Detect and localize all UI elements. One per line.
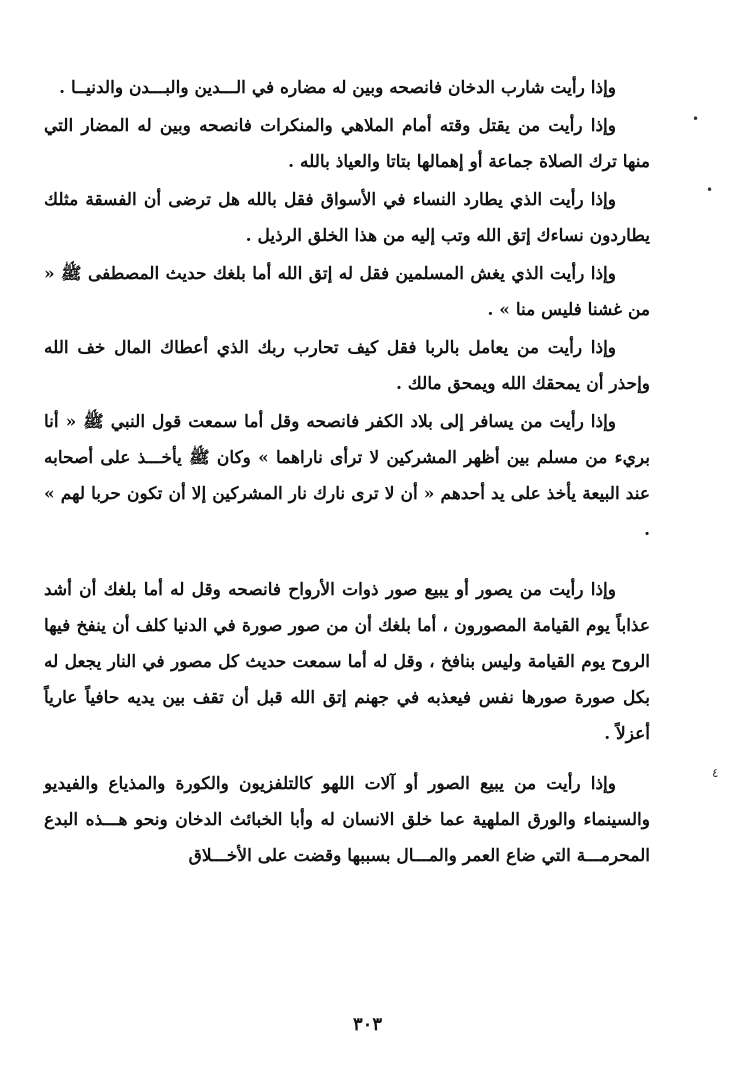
- paragraph-entertainment: وإذا رأيت من يقتل وقته أمام الملاهي والمنكرات فانصحه وبين له المضار التي منها ترك الصلاة جماعة أو إهمالها بتاتا والعياذ بالله .: [44, 116, 650, 172]
- paragraph-smoker: وإذا رأيت شارب الدخان فانصحه وبين له مضاره في الـــدين والبـــدن والدنيــا .: [59, 78, 616, 98]
- page-number: ٣٠٣: [352, 1014, 382, 1035]
- paragraph-usury: وإذا رأيت من يعامل بالربا فقل كيف تحارب ربك الذي أعطاك المال خف الله وإحذر أن يمحقك الله ويمحق مالك .: [44, 338, 650, 394]
- paragraph-entertainment-devices: وإذا رأيت من يبيع الصور أو آلات اللهو كالتلفزيون والكورة والمذياع والفيديو والسينماء والورق الملهية عما خلق الانسان له وأبا الخبائث الدخان ونحو هـــذه البدع المحرمـــة التي ضاع العمر والمـــال بسببها وقضت على الأخـــلاق: [44, 774, 650, 866]
- paragraph-travel: وإذا رأيت من يسافر إلى بلاد الكفر فانصحه وقل أما سمعت قول النبي ﷺ « أنا بريء من مسلم بين أظهر المشركين لا ترأى ناراهما » وكان ﷺ يأخـــذ على أصحابه عند البيعة يأخذ على يد أحدهم « أن لا ترى نارك نار المشركين إلا أن تكون حربا لهم » .: [44, 412, 650, 540]
- margin-mark: ٤: [712, 766, 719, 780]
- margin-mark: •: [692, 112, 700, 126]
- margin-mark: •: [706, 183, 714, 197]
- paragraph-harassment: وإذا رأيت الذي يطارد النساء في الأسواق فقل بالله هل ترضى أن الفسقة مثلك يطاردون نساءك إتق الله وتب إليه من هذا الخلق الرذيل .: [44, 190, 650, 246]
- paragraph-images: وإذا رأيت من يصور أو يبيع صور ذوات الأرواح فانصحه وقل له أما بلغك أن أشد عذاباً يوم القيامة المصورون ، أما بلغك أن من صور صورة في الدنيا كلف أن ينفخ فيها الروح يوم القيامة وليس بنافخ ، وقل له أما سمعت حديث كل مصور في النار يجعل له بكل صورة صورها نفس فيعذبه في جهنم إتق الله قبل أن تقف بين يديه حافياً عارياً أعزلاً .: [44, 580, 650, 744]
- body-text-block: [44, 70, 650, 874]
- paragraph-cheating: وإذا رأيت الذي يغش المسلمين فقل له إتق الله أما بلغك حديث المصطفى ﷺ « من غشنا فليس منا » .: [44, 264, 650, 320]
